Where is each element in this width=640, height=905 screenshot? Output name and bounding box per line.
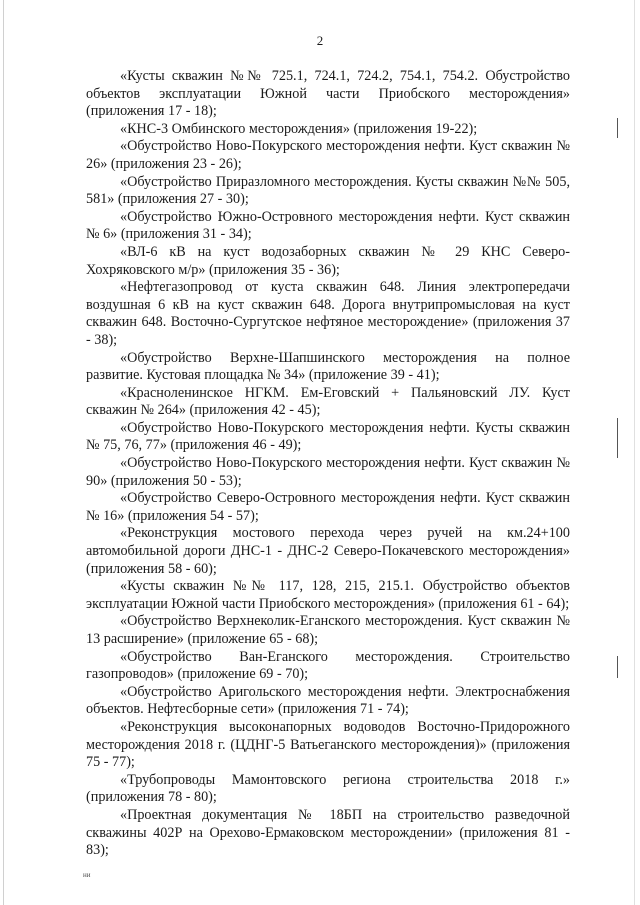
list-item: «Обустройство Верхнеколик-Еганского месторождения. Куст скважин № 13 расширение» (приложение 65 - 68); — [86, 613, 570, 647]
document-body — [86, 68, 570, 860]
list-item: «ВЛ-6 кВ на куст водозаборных скважин № 29 КНС Северо-Хохряковского м/р» (приложения 35 - 36); — [86, 243, 570, 278]
list-item: «Нефтегазопровод от куста скважин 648. Линия электропередачи воздушная 6 кВ на куст скважин 648. Дорога внутрипромысловая на куст скважин 648. Восточно-Сургутское нефтяное месторождение» (приложения 37 - 38); — [86, 279, 570, 348]
list-item: «Обустройство Верхне-Шапшинского месторождения на полное развитие. Кустовая площадка № 34» (приложение 39 - 41); — [86, 349, 570, 384]
list-item: «Обустройство Южно-Островного месторождения нефти. Куст скважин № 6» (приложения 31 - 34); — [86, 208, 570, 243]
list-item: «Обустройство Ново-Покурского месторождения нефти. Куст скважин № 90» (приложения 50 - 53); — [86, 455, 570, 489]
list-item: «Кусты скважин №№ 725.1, 724.1, 724.2, 754.1, 754.2. Обустройство объектов эксплуатации Южной части Приобского месторождения» (приложения 17 - 18); — [86, 68, 570, 120]
list-item: «Обустройство Ново-Покурского месторождения нефти. Кусты скважин № 75, 76, 77» (приложения 46 - 49); — [86, 419, 570, 454]
list-item: «Проектная документация № 18БП на строительство разведочной скважины 402Р на Орехово-Ермаковском месторождении» (приложения 81 - 83); — [86, 806, 570, 859]
page-number: 2 — [316, 33, 324, 48]
scan-mark — [617, 656, 618, 678]
list-item: «Обустройство Аригольского месторождения нефти. Электроснабжения объектов. Нефтесборные сети» (приложения 71 - 74); — [86, 683, 570, 718]
list-item: «Кусты скважин №№ 117, 128, 215, 215.1. Обустройство объектов эксплуатации Южной части Приобского месторождения» (приложения 61 - 64); — [86, 578, 570, 612]
footer-mark: ни — [83, 871, 91, 879]
list-item: «Обустройство Северо-Островного месторождения нефти. Куст скважин № 16» (приложения 54 - 57); — [86, 490, 570, 524]
list-item: «Трубопроводы Мамонтовского региона строительства 2018 г.» (приложения 78 - 80); — [86, 771, 570, 806]
list-item: «Реконструкция мостового перехода через ручей на км.24+100 автомобильной дороги ДНС-1 - ДНС-2 Северо-Покачевского месторождения» (приложения 58 - 60); — [86, 525, 570, 577]
scan-edge-right — [634, 0, 635, 905]
list-item: «Обустройство Ван-Еганского месторождения. Строительство газопроводов» (приложение 69 - 70); — [86, 648, 570, 683]
list-item: «Реконструкция высоконапорных водоводов Восточно-Придорожного месторождения 2018 г. (ЦДНГ-5 Ватьеганского месторождения)» (приложения 75 - 77); — [86, 718, 570, 771]
scan-edge-left — [3, 0, 4, 905]
list-item: «Обустройство Ново-Покурского месторождения нефти. Куст скважин № 26» (приложения 23 - 26); — [86, 138, 570, 172]
scan-mark — [617, 418, 618, 458]
list-item: «Обустройство Приразломного месторождения. Кусты скважин №№ 505, 581» (приложения 27 - 30); — [86, 173, 570, 208]
list-item: «Красноленинское НГКМ. Ем-Еговский + Пальяновский ЛУ. Куст скважин № 264» (приложения 42 - 45); — [86, 384, 570, 419]
scan-mark — [617, 118, 618, 138]
list-item: «КНС-3 Омбинского месторождения» (приложения 19-22); — [120, 120, 478, 137]
